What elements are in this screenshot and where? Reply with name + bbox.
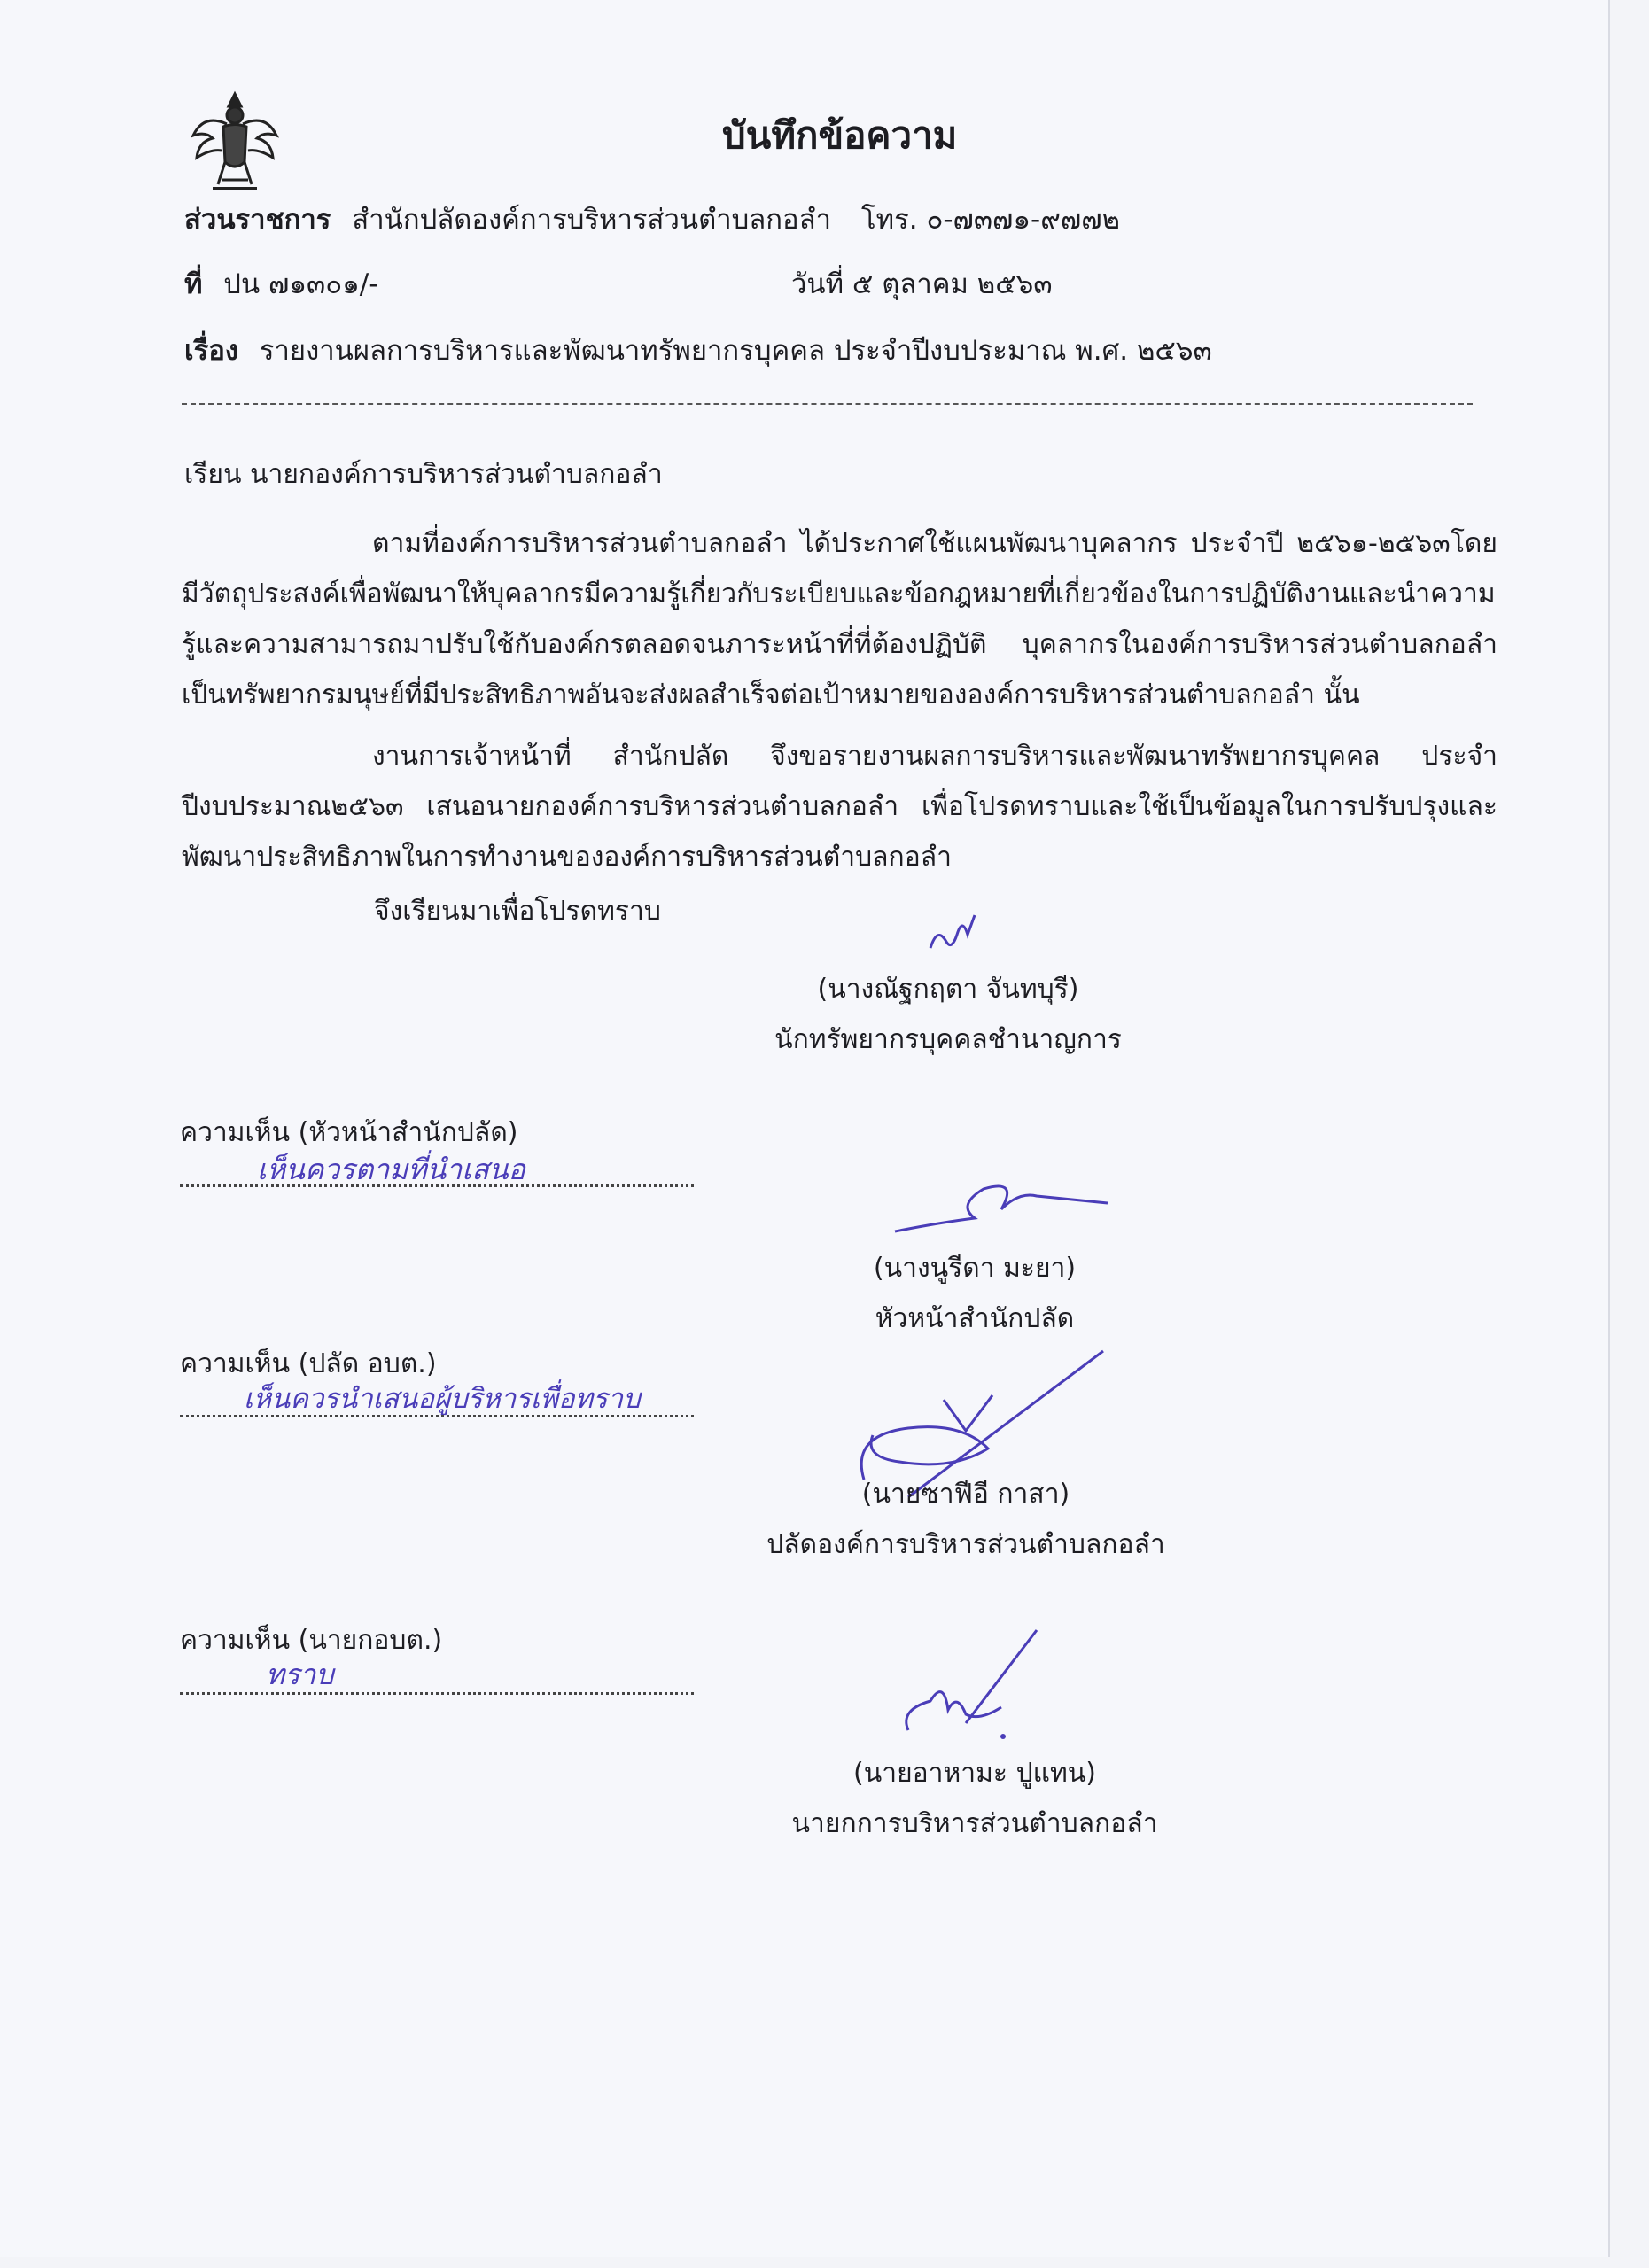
signer-1-position: นักทรัพยากรบุคคลชำนาญการ (774, 1024, 1122, 1055)
opinion-1-handwriting: เห็นควรตามที่นำเสนอ (257, 1153, 525, 1186)
salutation: เรียน นายกองค์การบริหารส่วนตำบลกอลำ (184, 459, 663, 490)
subject-line (184, 328, 1212, 372)
header-divider (182, 403, 1473, 405)
memo-date: วันที่ ๕ ตุลาคม ๒๕๖๓ (791, 268, 1053, 300)
signer-4-name: (นายอาหามะ ปูแทน) (853, 1758, 1096, 1789)
signature-1-icon (922, 908, 1001, 961)
signer-1-name: (นางณัฐกฤตา จันทบุรี) (817, 974, 1079, 1005)
signature-2-icon (886, 1169, 1125, 1249)
signature-4-icon (895, 1626, 1046, 1745)
opinion-3-handwriting: ทราบ (266, 1658, 334, 1691)
signer-4-position: นายกการบริหารส่วนตำบลกอลำ (791, 1808, 1158, 1839)
paragraph-1 (182, 518, 1497, 720)
paragraph-2-text: งานการเจ้าหน้าที่ สำนักปลัด จึงขอรายงานผลการบริหารและพัฒนาทรัพยากรบุคคล ประจำปีงบประมาณ๒๕๖๓ เสนอนายกองค์การบริหารส่วนตำบลกอลำ เพื่อโปรดทราบและใช้เป็นข้อมูลในการปรับปรุงและพัฒนาประสิทธิภาพในการทำงานขององค์การบริหารส่วนตำบลกอลำ (182, 741, 1497, 873)
agency-label: ส่วนราชการ (184, 204, 331, 236)
opinion-2-line (180, 1415, 694, 1418)
garuda-emblem-icon (186, 87, 284, 198)
opinion-3-label: ความเห็น (นายกอบต.) (180, 1625, 443, 1656)
reference-value: ปน ๗๑๓๐๑/- (223, 268, 379, 300)
signer-2-name: (นางนูรีดา มะยา) (873, 1253, 1077, 1284)
opinion-1-label: ความเห็น (หัวหน้าสำนักปลัด) (180, 1117, 518, 1148)
paragraph-2 (182, 731, 1497, 882)
phone-number: โทร. ๐-๗๓๗๑-๙๗๗๒ (861, 204, 1120, 236)
signer-2-position: หัวหน้าสำนักปลัด (875, 1303, 1075, 1334)
reference-line (184, 261, 378, 306)
paragraph-1-text: ตามที่องค์การบริหารส่วนตำบลกอลำ ได้ประกาศใช้แผนพัฒนาบุคลากร ประจำปี ๒๕๖๑-๒๕๖๓โดยมีวัตถุประสงค์เพื่อพัฒนาให้บุคลากรมีความรู้เกี่ยวกับระเบียบและข้อกฎหมายที่เกี่ยวข้องในการปฏิบัติงานและนำความรู้และความสามารถมาปรับใช้กับองค์กรตลอดจนภาระหน้าที่ที่ต้องปฏิบัติ บุคลากรในองค์การบริหารส่วนตำบลกอลำเป็นทรัพยากรมนุษย์ที่มีประสิทธิภาพอันจะส่งผลสำเร็จต่อเป้าหมายขององค์การบริหารส่วนตำบลกอลำ นั้น (182, 528, 1497, 711)
subject-value: รายงานผลการบริหารและพัฒนาทรัพยากรบุคคล ประจำปีงบประมาณ พ.ศ. ๒๕๖๓ (259, 335, 1212, 367)
subject-label: เรื่อง (184, 335, 239, 367)
agency-value: สำนักปลัดองค์การบริหารส่วนตำบลกอลำ (352, 204, 832, 236)
agency-line (184, 197, 831, 241)
signer-3-name: (นายซาฟีอี กาสา) (861, 1479, 1070, 1510)
opinion-2-handwriting: เห็นควรนำเสนอผู้บริหารเพื่อทราบ (244, 1383, 641, 1415)
opinion-2-label: ความเห็น (ปลัด อบต.) (180, 1348, 437, 1379)
opinion-3-line (180, 1692, 694, 1695)
closing-line: จึงเรียนมาเพื่อโปรดทราบ (374, 896, 661, 927)
signer-3-position: ปลัดองค์การบริหารส่วนตำบลกอลำ (766, 1529, 1165, 1560)
opinion-1-line (180, 1184, 694, 1187)
reference-label: ที่ (184, 268, 203, 300)
memo-title: บันทึกข้อความ (722, 113, 958, 157)
